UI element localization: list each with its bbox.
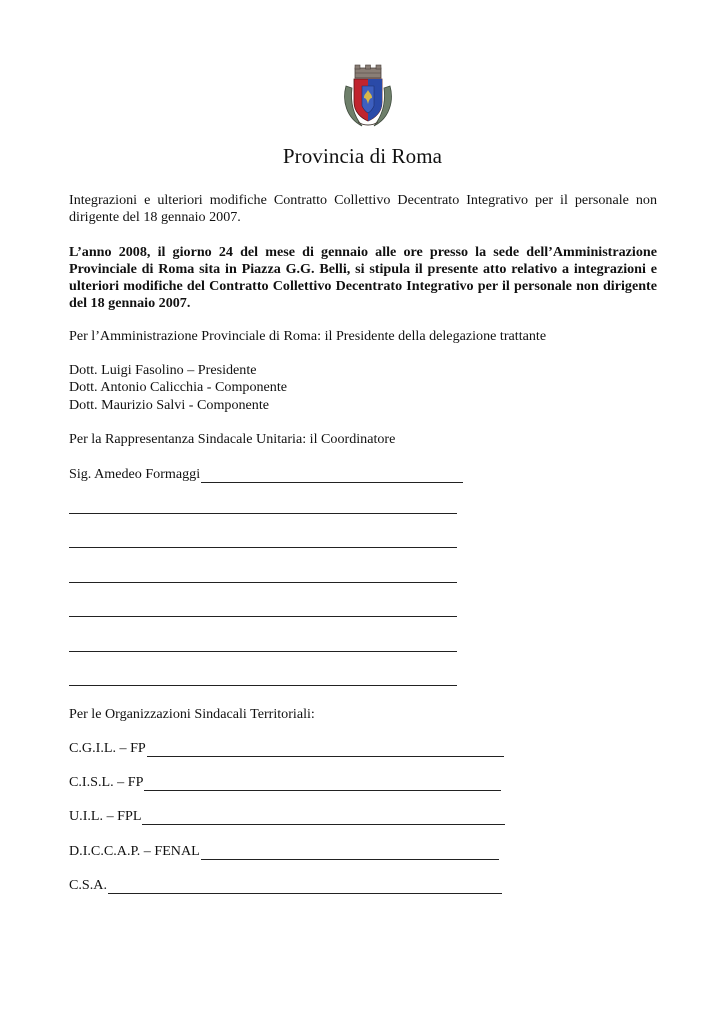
delegation-member: Dott. Luigi Fasolino – Presidente xyxy=(69,362,257,378)
signature-line xyxy=(142,811,505,825)
coordinator-signature-row xyxy=(69,466,463,483)
union-name: D.I.C.C.A.P. – FENAL xyxy=(69,843,200,859)
union-name: U.I.L. – FPL xyxy=(69,808,142,824)
union-signature-row xyxy=(69,740,504,757)
unions-label: Per le Organizzazioni Sindacali Territoriali: xyxy=(69,706,315,722)
administration-label: Per l’Amministrazione Provinciale di Roma: il Presidente della delegazione trattante xyxy=(69,328,547,344)
rsu-label: Per la Rappresentanza Sindacale Unitaria: il Coordinatore xyxy=(69,431,396,447)
signature-line xyxy=(69,685,457,686)
union-signature-row xyxy=(69,774,501,791)
signature-line xyxy=(69,651,457,652)
intro-paragraph: Integrazioni e ulteriori modifiche Contratto Collettivo Decentrato Integrativo per il personale non dirigente del 18 gennaio 2007. xyxy=(69,192,657,225)
signature-line xyxy=(69,513,457,514)
coordinator-name: Sig. Amedeo Formaggi xyxy=(69,466,201,482)
union-signature-row xyxy=(69,808,505,825)
union-signature-row xyxy=(69,843,499,860)
provincia-di-roma-crest-icon xyxy=(340,64,396,130)
signature-line xyxy=(201,846,499,860)
signature-line xyxy=(144,777,501,791)
union-name: C.I.S.L. – FP xyxy=(69,774,144,790)
statement-paragraph: L’anno 2008, il giorno 24 del mese di gennaio alle ore presso la sede dell’Amministrazione Provinciale di Roma sita in Piazza G.G. Belli, si stipula il presente atto relativo a integrazioni e ulteriori modifiche del Contratto Collettivo Decentrato Integrativo per il personale non dirigente del 18 gennaio 2007. xyxy=(69,244,657,311)
signature-line xyxy=(108,880,502,894)
signature-line xyxy=(147,743,504,757)
signature-line xyxy=(201,469,463,483)
union-signature-row xyxy=(69,877,502,894)
signature-line xyxy=(69,547,457,548)
union-name: C.G.I.L. – FP xyxy=(69,740,146,756)
union-name: C.S.A. xyxy=(69,877,107,893)
page-title: Provincia di Roma xyxy=(282,144,443,168)
signature-line xyxy=(69,616,457,617)
signature-line xyxy=(69,582,457,583)
delegation-member: Dott. Antonio Calicchia - Componente xyxy=(69,379,288,395)
delegation-member: Dott. Maurizio Salvi - Componente xyxy=(69,397,270,413)
